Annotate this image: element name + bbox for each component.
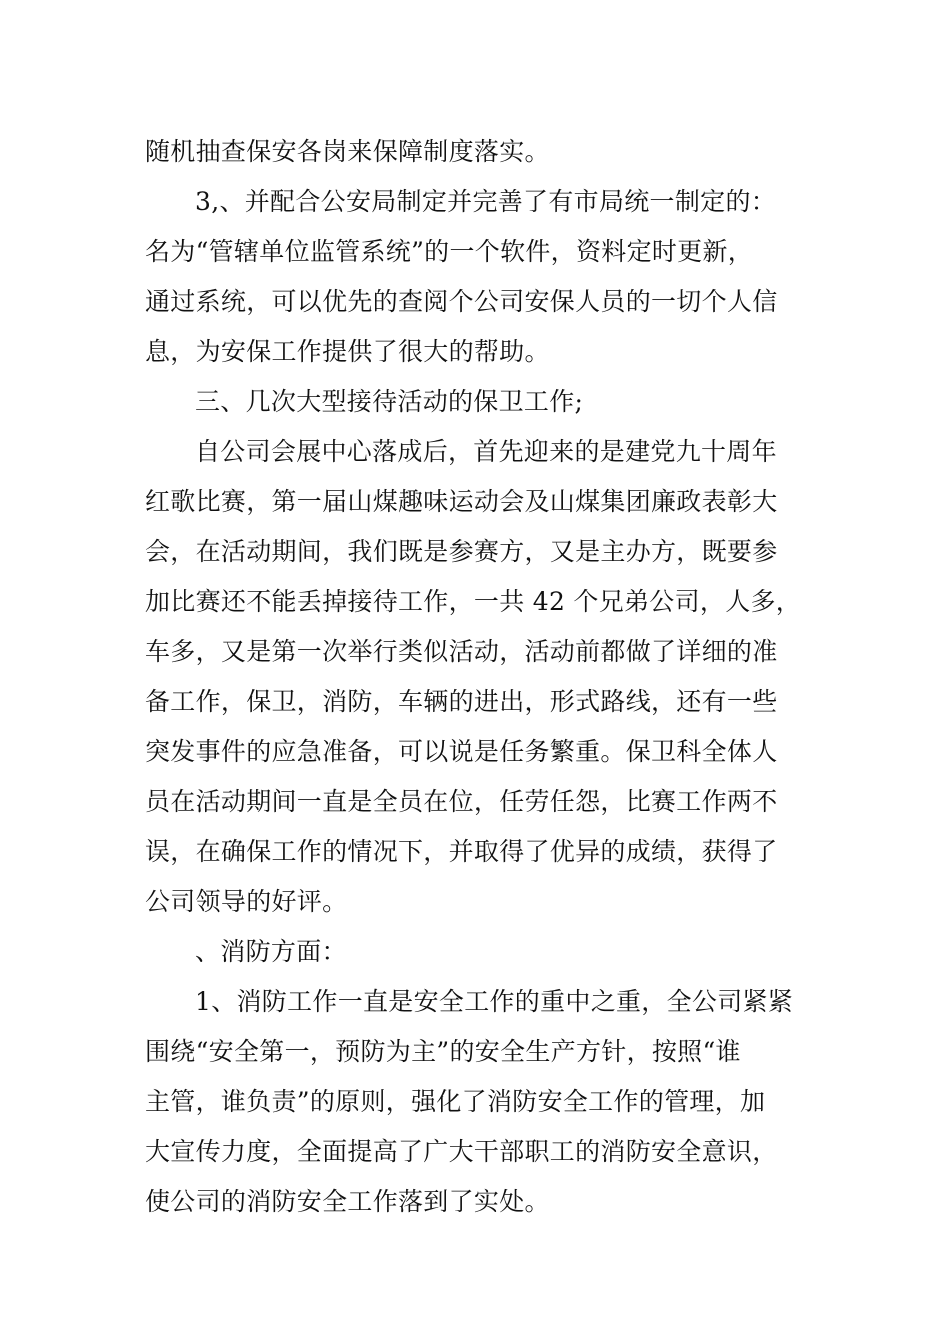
text-line: 公司领导的好评。 (145, 887, 348, 916)
text-line: 红歌比赛，第一届山煤趣味运动会及山煤集团廉政表彰大 (145, 487, 778, 516)
text-line: 误，在确保工作的情况下，并取得了优异的成绩，获得了 (145, 837, 778, 866)
text-line: 备工作，保卫，消防，车辆的进出，形式路线，还有一些 (145, 687, 778, 716)
text-line: 通过系统，可以优先的查阅个公司安保人员的一切个人信 (145, 287, 778, 316)
text-line: 突发事件的应急准备，可以说是任务繁重。保卫科全体人 (145, 737, 778, 766)
section-heading: 三、几次大型接待活动的保卫工作; (195, 387, 584, 416)
text-line: 车多，又是第一次举行类似活动，活动前都做了详细的准 (145, 637, 778, 666)
text-line: 会，在活动期间，我们既是参赛方，又是主办方，既要参 (145, 537, 778, 566)
text-line: 息，为安保工作提供了很大的帮助。 (145, 337, 550, 366)
text-line: 大宣传力度，全面提高了广大干部职工的消防安全意识， (145, 1137, 778, 1166)
text-line: 随机抽查保安各岗来保障制度落实。 (145, 137, 550, 166)
text-line: 自公司会展中心落成后，首先迎来的是建党九十周年 (195, 437, 777, 466)
text-line: 1、消防工作一直是安全工作的重中之重，全公司紧紧 (195, 987, 794, 1016)
text-line: 围绕“安全第一，预防为主”的安全生产方针，按照“谁 (145, 1037, 741, 1066)
text-line: 使公司的消防安全工作落到了实处。 (145, 1187, 550, 1216)
text-line: 主管，谁负责”的原则，强化了消防安全工作的管理，加 (145, 1087, 766, 1116)
section-heading: 、消防方面： (195, 937, 347, 966)
text-line: 员在活动期间一直是全员在位，任劳任怨，比赛工作两不 (145, 787, 778, 816)
text-line: 加比赛还不能丢掉接待工作，一共 42 个兄弟公司，人多， (145, 587, 802, 616)
text-line: 名为“管辖单位监管系统”的一个软件，资料定时更新， (145, 237, 754, 266)
text-line: 3,、并配合公安局制定并完善了有市局统一制定的： (195, 187, 777, 216)
